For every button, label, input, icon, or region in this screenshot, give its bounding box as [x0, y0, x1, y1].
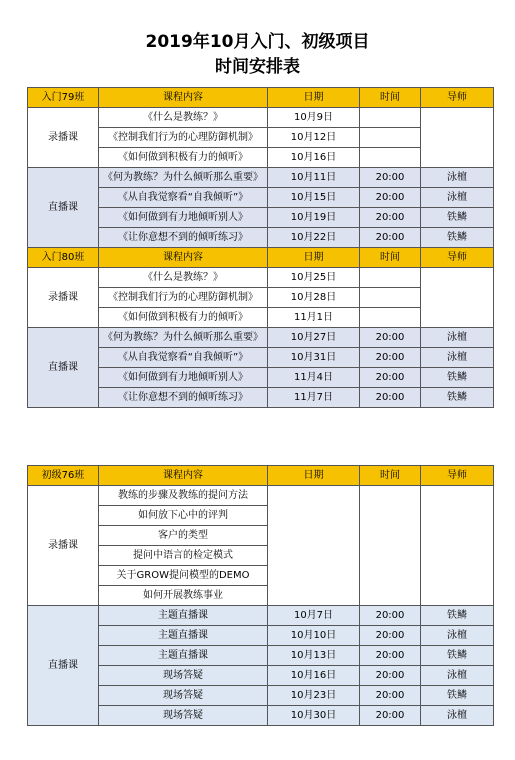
date-cell: 10月10日	[268, 626, 360, 646]
page-subtitle: 时间安排表	[215, 57, 300, 77]
table-header-row	[28, 466, 494, 486]
group-label-live: 直播课	[28, 168, 99, 248]
time-cell	[360, 108, 421, 128]
date-cell: 10月11日	[268, 168, 360, 188]
course-cell: 《从自我觉察看“自我倾听”》	[99, 348, 268, 368]
course-cell: 现场答疑	[99, 666, 268, 686]
date-cell: 10月12日	[268, 128, 360, 148]
course-cell: 关于GROW提问模型的DEMO	[99, 566, 268, 586]
table-row	[28, 168, 494, 188]
date-cell: 10月16日	[268, 666, 360, 686]
column-header-mentor: 导师	[421, 248, 494, 268]
table-row	[28, 486, 494, 506]
schedule-table-entry	[27, 87, 494, 408]
time-cell: 20:00	[360, 328, 421, 348]
course-cell: 主题直播课	[99, 606, 268, 626]
mentor-cell: 铁鳞	[421, 388, 494, 408]
table-row	[28, 108, 494, 128]
date-cell: 10月9日	[268, 108, 360, 128]
course-cell: 《从自我觉察看“自我倾听”》	[99, 188, 268, 208]
time-cell: 20:00	[360, 348, 421, 368]
column-header-date: 日期	[268, 248, 360, 268]
mentor-cell	[421, 268, 494, 328]
course-cell: 如何放下心中的评判	[99, 506, 268, 526]
date-cell: 10月19日	[268, 208, 360, 228]
course-cell: 《让你意想不到的倾听练习》	[99, 388, 268, 408]
column-header-mentor: 导师	[421, 88, 494, 108]
table-header-row	[28, 248, 494, 268]
time-cell: 20:00	[360, 168, 421, 188]
mentor-cell: 铁鳞	[421, 646, 494, 666]
course-cell: 《如何做到积极有力的倾听》	[99, 148, 268, 168]
class-name: 初级76班	[28, 466, 99, 486]
date-cell: 10月13日	[268, 646, 360, 666]
time-cell	[360, 268, 421, 288]
mentor-cell: 泳檀	[421, 666, 494, 686]
time-cell: 20:00	[360, 606, 421, 626]
column-header-date: 日期	[268, 466, 360, 486]
date-cell: 10月22日	[268, 228, 360, 248]
group-label-live: 直播课	[28, 328, 99, 408]
course-cell: 主题直播课	[99, 646, 268, 666]
course-cell: 《控制我们行为的心理防御机制》	[99, 288, 268, 308]
time-cell	[360, 486, 421, 606]
table-row	[28, 606, 494, 626]
course-cell: 现场答疑	[99, 686, 268, 706]
column-header-mentor: 导师	[421, 466, 494, 486]
schedule-table-primary	[27, 465, 494, 726]
course-cell: 《控制我们行为的心理防御机制》	[99, 128, 268, 148]
mentor-cell: 泳檀	[421, 626, 494, 646]
mentor-cell: 铁鳞	[421, 606, 494, 626]
time-cell: 20:00	[360, 686, 421, 706]
mentor-cell: 铁鳞	[421, 686, 494, 706]
date-cell	[268, 486, 360, 606]
course-cell: 《如何做到有力地倾听别人》	[99, 208, 268, 228]
time-cell: 20:00	[360, 228, 421, 248]
table-header-row	[28, 88, 494, 108]
column-header-content: 课程内容	[99, 88, 268, 108]
group-label-recorded: 录播课	[28, 268, 99, 328]
page-title: 2019年10月入门、初级项目	[145, 32, 370, 52]
column-header-time: 时间	[360, 248, 421, 268]
date-cell: 10月15日	[268, 188, 360, 208]
course-cell: 《什么是教练？》	[99, 108, 268, 128]
date-cell: 10月25日	[268, 268, 360, 288]
mentor-cell	[421, 486, 494, 606]
course-cell: 《如何做到积极有力的倾听》	[99, 308, 268, 328]
date-cell: 10月7日	[268, 606, 360, 626]
course-cell: 《让你意想不到的倾听练习》	[99, 228, 268, 248]
course-cell: 《何为教练？为什么倾听那么重要》	[99, 168, 268, 188]
group-label-recorded: 录播课	[28, 108, 99, 168]
course-cell: 如何开展教练事业	[99, 586, 268, 606]
course-cell: 客户的类型	[99, 526, 268, 546]
date-cell: 11月7日	[268, 388, 360, 408]
table-row	[28, 268, 494, 288]
date-cell: 10月31日	[268, 348, 360, 368]
time-cell	[360, 128, 421, 148]
column-header-time: 时间	[360, 466, 421, 486]
column-header-content: 课程内容	[99, 248, 268, 268]
class-name: 入门80班	[28, 248, 99, 268]
mentor-cell: 泳檀	[421, 188, 494, 208]
time-cell	[360, 148, 421, 168]
mentor-cell: 铁鳞	[421, 208, 494, 228]
mentor-cell: 泳檀	[421, 348, 494, 368]
date-cell: 10月27日	[268, 328, 360, 348]
time-cell: 20:00	[360, 208, 421, 228]
mentor-cell: 泳檀	[421, 168, 494, 188]
date-cell: 10月23日	[268, 686, 360, 706]
course-cell: 现场答疑	[99, 706, 268, 726]
column-header-date: 日期	[268, 88, 360, 108]
time-cell: 20:00	[360, 646, 421, 666]
course-cell: 提问中语言的检定模式	[99, 546, 268, 566]
table-row	[28, 328, 494, 348]
time-cell: 20:00	[360, 368, 421, 388]
course-cell: 《什么是教练？》	[99, 268, 268, 288]
course-cell: 《如何做到有力地倾听别人》	[99, 368, 268, 388]
time-cell	[360, 308, 421, 328]
column-header-content: 课程内容	[99, 466, 268, 486]
class-name: 入门79班	[28, 88, 99, 108]
date-cell: 11月4日	[268, 368, 360, 388]
time-cell: 20:00	[360, 626, 421, 646]
course-cell: 《何为教练？为什么倾听那么重要》	[99, 328, 268, 348]
group-label-live: 直播课	[28, 606, 99, 726]
date-cell: 10月28日	[268, 288, 360, 308]
mentor-cell	[421, 108, 494, 168]
time-cell: 20:00	[360, 706, 421, 726]
date-cell: 10月30日	[268, 706, 360, 726]
time-cell: 20:00	[360, 188, 421, 208]
column-header-time: 时间	[360, 88, 421, 108]
time-cell: 20:00	[360, 388, 421, 408]
date-cell: 10月16日	[268, 148, 360, 168]
mentor-cell: 泳檀	[421, 328, 494, 348]
mentor-cell: 铁鳞	[421, 368, 494, 388]
time-cell: 20:00	[360, 666, 421, 686]
course-cell: 主题直播课	[99, 626, 268, 646]
course-cell: 教练的步骤及教练的提问方法	[99, 486, 268, 506]
mentor-cell: 泳檀	[421, 706, 494, 726]
group-label-recorded: 录播课	[28, 486, 99, 606]
mentor-cell: 铁鳞	[421, 228, 494, 248]
time-cell	[360, 288, 421, 308]
date-cell: 11月1日	[268, 308, 360, 328]
